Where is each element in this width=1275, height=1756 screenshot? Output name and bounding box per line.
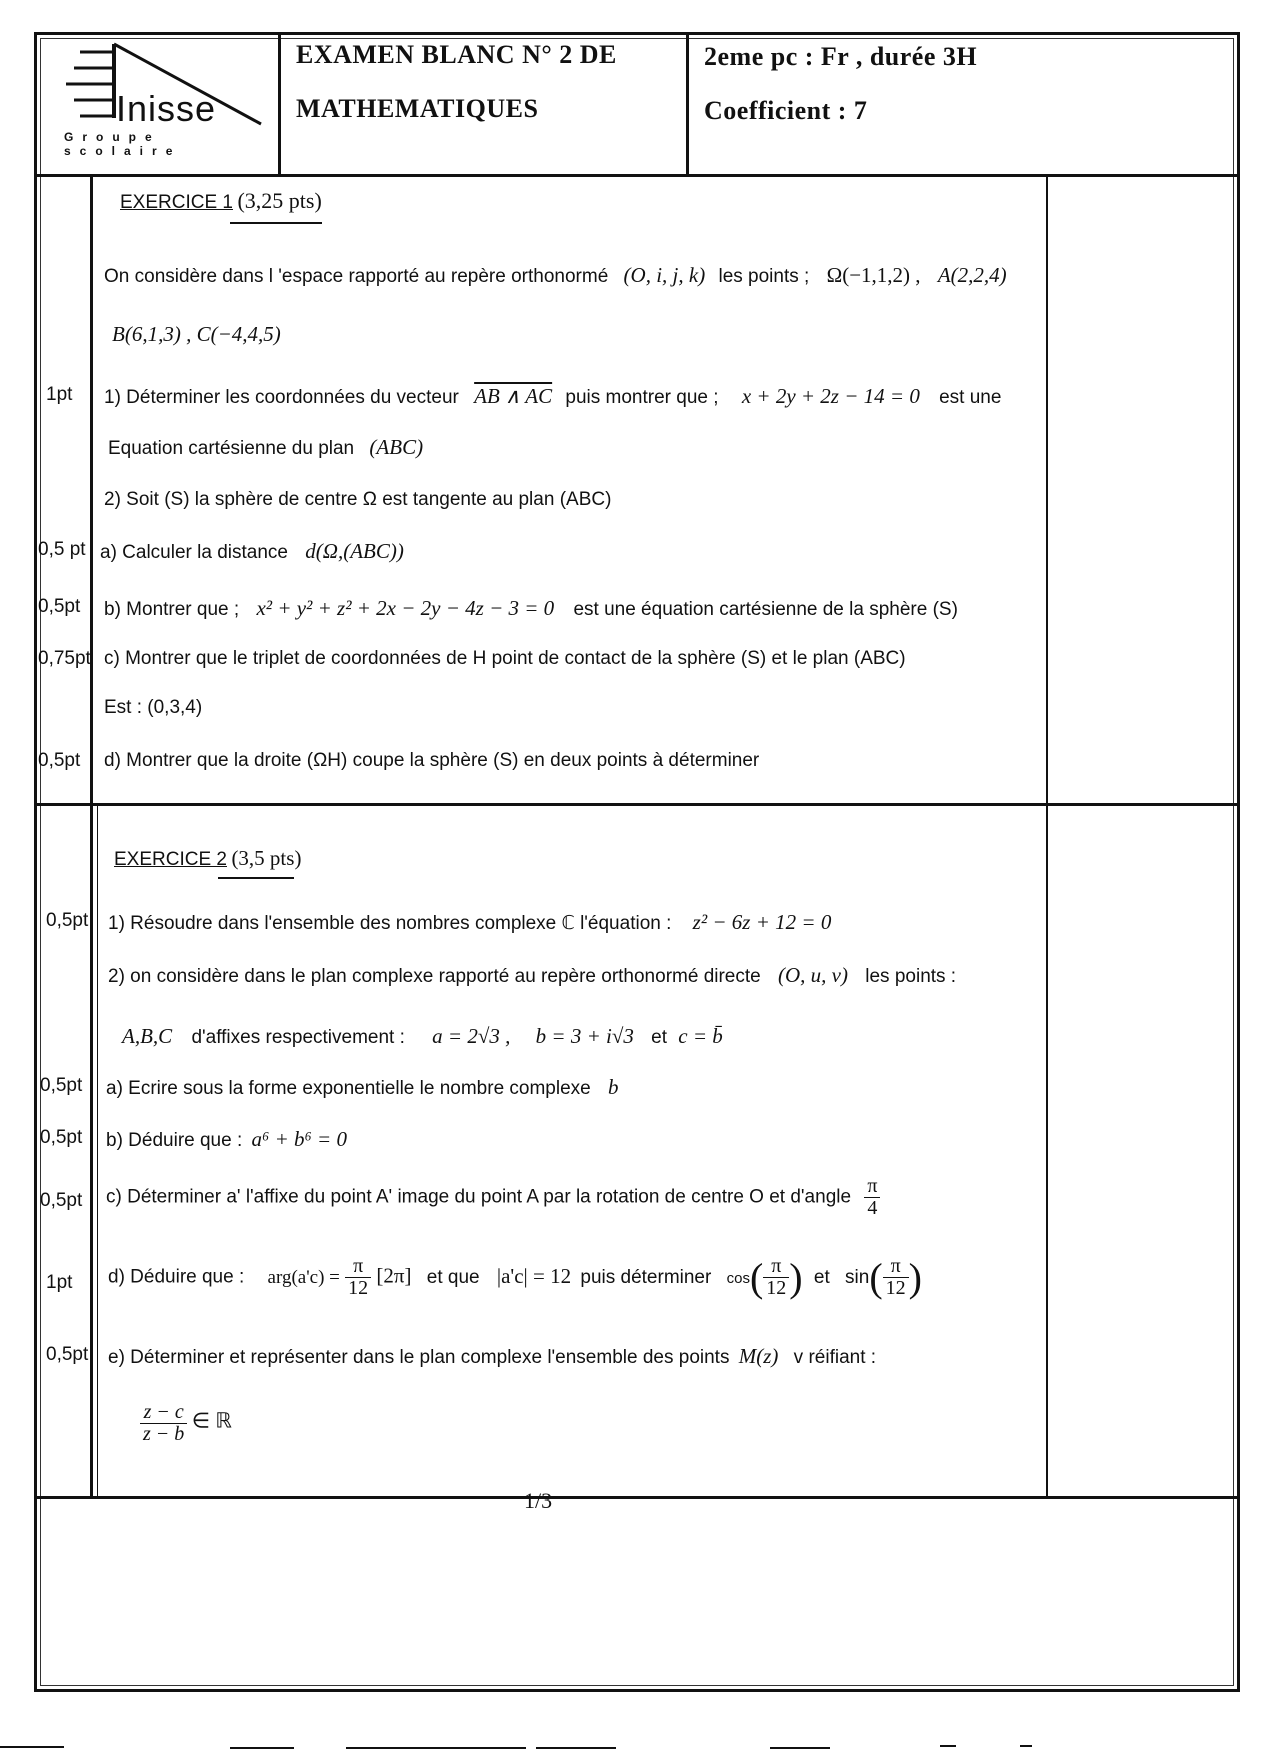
ex2-qd-cos-num: π <box>763 1256 789 1278</box>
ex2-qe-in: ∈ ℝ <box>191 1408 232 1433</box>
ex2-qd-sin: sin <box>845 1266 870 1288</box>
ex1-q1-plane: (ABC) <box>369 435 424 459</box>
ex2-affix-line <box>122 1024 723 1049</box>
ex2-qd-sin-den: 12 <box>885 1277 906 1299</box>
ex1-qc-line2: Est : (0,3,4) <box>104 697 203 718</box>
ex2-qc-frac-num: π <box>864 1176 880 1198</box>
ex2-qd-cos-den: 12 <box>766 1277 787 1299</box>
ex1-mark-q1: 1pt <box>46 384 73 405</box>
ex2-qe-condition <box>140 1402 232 1445</box>
margin-column-divider-inner <box>97 805 98 1499</box>
scan-artifact-line <box>230 1747 294 1749</box>
exam-info-line1: 2eme pc : Fr , durée 3H <box>704 42 978 71</box>
ex2-affix-c: c = b̄ <box>678 1024 723 1048</box>
ex2-qa-math: b <box>608 1075 619 1099</box>
ex1-intro-text: On considère dans l 'espace rapporté au repère orthonormé <box>104 266 609 287</box>
ex2-qd-text: d) Déduire que : <box>108 1266 245 1288</box>
ex2-qd-cos: cos <box>726 1269 750 1287</box>
ex2-qe-line <box>108 1344 876 1369</box>
exam-title-line1: EXAMEN BLANC N° 2 DE <box>296 40 617 69</box>
exercise1-points: (3,25 pts) <box>237 188 322 213</box>
ex2-q2-frame: (O, u, v) <box>778 963 848 987</box>
exercise2-heading <box>114 846 301 871</box>
ex2-qd-modulus: |a'c| = 12 <box>496 1263 572 1288</box>
ex2-q1-equation: z² − 6z + 12 = 0 <box>692 910 832 934</box>
ex2-qd-frac-den: 12 <box>348 1277 369 1299</box>
ex1-qa-math: d(Ω,(ABC)) <box>305 539 404 563</box>
ex1-mark-qa: 0,5 pt <box>38 539 86 560</box>
ex2-affix-points: A,B,C <box>122 1024 173 1048</box>
ex1-mark-qd: 0,5pt <box>38 750 81 771</box>
ex2-mark-qc: 0,5pt <box>40 1190 83 1211</box>
ex2-qc-text: c) Déterminer a' l'affixe du point A' image du point A par la rotation de centre O et d'angle <box>106 1186 852 1208</box>
ex2-qe-math: M(z) <box>738 1344 779 1368</box>
ex2-qd-sin-open-paren: ( <box>869 1255 883 1300</box>
ex1-point-omega: Ω(−1,1,2) , <box>826 263 921 287</box>
exercise2-title: EXERCICE 2 <box>114 849 227 870</box>
ex2-qe-frac-num: z − c <box>140 1402 187 1424</box>
ex2-qd-then: puis déterminer <box>580 1266 712 1288</box>
ex1-q1-line2-text: Equation cartésienne du plan <box>108 438 355 459</box>
scan-artifact-line <box>1020 1745 1032 1747</box>
ex1-qa-text: a) Calculer la distance <box>100 542 288 563</box>
ex1-q2-text: 2) Soit (S) la sphère de centre Ω est tangente au plan (ABC) <box>104 489 612 510</box>
ex2-qd-frac-num: π <box>345 1256 371 1278</box>
ex2-affix-and: et <box>651 1027 667 1048</box>
ex2-qe-text: e) Déterminer et représenter dans le plan complexe l'ensemble des points <box>108 1347 730 1368</box>
school-logo <box>56 40 271 158</box>
ex2-q1-text: 1) Résoudre dans l'ensemble des nombres complexe ℂ l'équation : <box>108 913 672 934</box>
ex1-qb-text: b) Montrer que ; <box>104 599 240 620</box>
margin-column-divider <box>90 174 93 1499</box>
ex2-qb-line <box>106 1127 347 1152</box>
exercise2-points: (3,5 pts) <box>231 846 302 870</box>
ex2-qb-text: b) Déduire que : <box>106 1130 243 1151</box>
ex1-qc-text: c) Montrer que le triplet de coordonnées de H point de contact de la sphère (S) et le plan (ABC) <box>104 648 906 669</box>
ex1-q1-end: est une <box>939 387 1002 408</box>
exercise1-title: EXERCICE 1 <box>120 192 233 213</box>
exercise1-title-underline <box>230 222 322 224</box>
ex2-mark-qb: 0,5pt <box>40 1127 83 1148</box>
ex1-q1-line2 <box>108 435 423 460</box>
ex2-mark-qe: 0,5pt <box>46 1344 89 1365</box>
page-number: 1/3 <box>524 1488 553 1513</box>
ex2-qb-math: a⁶ + b⁶ = 0 <box>251 1127 347 1151</box>
ex1-intro-line <box>104 263 1007 288</box>
ex2-qd-et: et <box>813 1266 830 1288</box>
ex1-qb-line <box>104 596 958 621</box>
ex1-mark-qc: 0,75pt <box>38 648 91 669</box>
ex1-qa-line <box>100 539 404 564</box>
exam-title-line2: MATHEMATIQUES <box>296 94 539 123</box>
ex2-qd-cos-fraction <box>763 1256 789 1299</box>
logo-name: Inisse <box>116 88 217 129</box>
ex2-q1-line <box>108 910 831 935</box>
ex1-point-a: A(2,2,4) <box>937 263 1007 287</box>
ex1-qb-equation: x² + y² + z² + 2x − 2y − 4z − 3 = 0 <box>256 596 555 620</box>
scan-artifact-line <box>770 1747 830 1749</box>
exam-info-line2: Coefficient : 7 <box>704 96 868 125</box>
ex1-q1-equation: x + 2y + 2z − 14 = 0 <box>741 384 920 408</box>
ex2-qd-line <box>108 1254 922 1301</box>
header-col-divider-1 <box>278 32 281 176</box>
ex2-mark-qd: 1pt <box>46 1272 73 1293</box>
ex2-qd-sin-num: π <box>883 1256 909 1278</box>
bottom-divider <box>34 1496 1240 1499</box>
exercise1-heading <box>120 188 322 214</box>
ex1-intro-frame: (O, i, j, k) <box>623 263 706 287</box>
ex2-mark-q1: 0,5pt <box>46 910 89 931</box>
ex2-q2-line <box>108 963 956 988</box>
right-border-inner <box>1046 174 1048 1499</box>
ex2-qc-frac-den: 4 <box>867 1197 878 1219</box>
ex2-qe-fraction <box>140 1402 187 1445</box>
ex1-intro-points-label: les points ; <box>718 266 810 287</box>
exercise2-title-underline <box>218 877 294 879</box>
ex2-qa-line <box>106 1075 619 1100</box>
ex2-q2-text: 2) on considère dans le plan complexe rapporté au repère orthonormé directe <box>108 966 761 987</box>
header-col-divider-2 <box>686 32 689 176</box>
ex2-affix-text: d'affixes respectivement : <box>191 1027 405 1048</box>
scan-artifact-line <box>536 1747 616 1749</box>
ex2-qd-sin-close-paren: ) <box>908 1255 922 1300</box>
ex2-qc-fraction <box>864 1176 880 1219</box>
ex1-q1-vector: AB ∧ AC <box>474 384 553 408</box>
ex2-affix-b: b = 3 + i√3 <box>535 1024 634 1048</box>
ex1-qd-text: d) Montrer que la droite (ΩH) coupe la sphère (S) en deux points à déterminer <box>104 750 760 771</box>
ex2-qd-cos-close-paren: ) <box>789 1255 803 1300</box>
ex2-qd-cos-open-paren: ( <box>749 1255 764 1300</box>
ex2-qd-arg: arg(a'c) = <box>267 1266 340 1288</box>
ex2-qd-mod-2pi: [2π] <box>376 1263 412 1288</box>
scan-artifact-line <box>0 1746 64 1748</box>
ex1-q1-line <box>104 384 1001 409</box>
ex1-q1-mid: puis montrer que ; <box>565 387 719 408</box>
scan-artifact-line <box>940 1745 956 1747</box>
ex2-affix-a: a = 2√3 , <box>432 1024 511 1048</box>
header-divider <box>34 174 1240 177</box>
ex2-qe-end: v réifiant : <box>793 1347 877 1368</box>
ex2-qa-text: a) Ecrire sous la forme exponentielle le nombre complexe <box>106 1078 591 1099</box>
ex2-qe-frac-den: z − b <box>143 1423 185 1445</box>
ex2-qd-sin-fraction <box>883 1256 909 1299</box>
ex1-mark-qb: 0,5pt <box>38 596 81 617</box>
exercise-divider <box>34 803 1240 806</box>
ex1-qb-end: est une équation cartésienne de la sphère (S) <box>573 599 958 620</box>
ex2-mark-qa: 0,5pt <box>40 1075 83 1096</box>
ex1-q1-text: 1) Déterminer les coordonnées du vecteur <box>104 387 459 408</box>
ex2-qc-line <box>106 1176 880 1219</box>
ex1-points-bc: B(6,1,3) , C(−4,4,5) <box>112 322 281 346</box>
logo-subtitle: Groupe scolaire <box>64 130 182 158</box>
ex2-qd-fraction <box>345 1256 371 1299</box>
ex2-qd-and: et que <box>426 1266 480 1288</box>
scan-artifact-line <box>346 1747 526 1749</box>
ex2-q2-end: les points : <box>865 966 957 987</box>
